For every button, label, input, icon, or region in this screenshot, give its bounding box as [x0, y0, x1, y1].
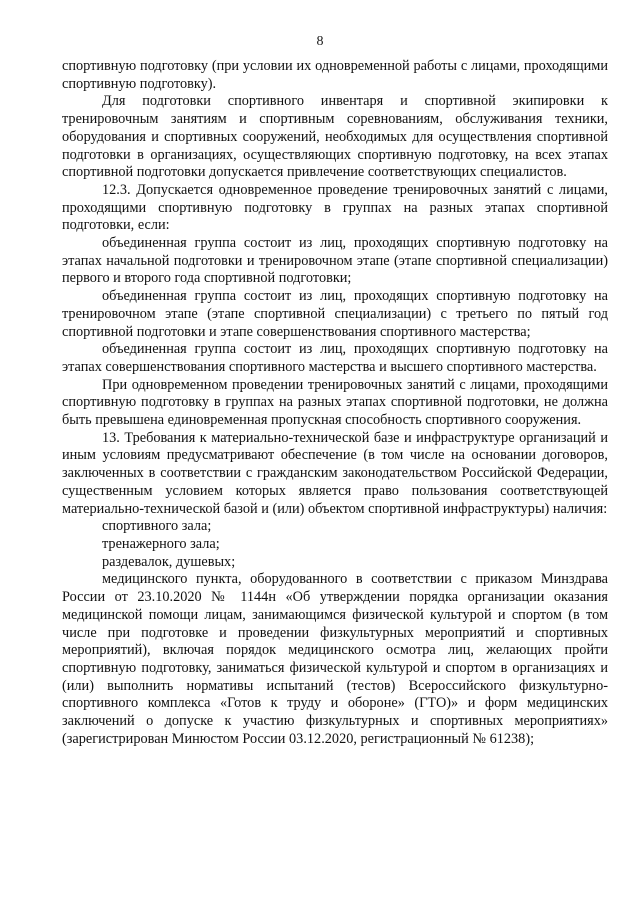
paragraph-continuation: спортивную подготовку (при условии их одновременной работы с лицами, проходящими спортивную подготовку).: [62, 58, 608, 92]
list-item-combined-group-1: объединенная группа состоит из лиц, проходящих спортивную подготовку на этапах начальной подготовки и тренировочном этапе (этапе спортивной специализации) первого и второго года спортивной подготовки;: [62, 235, 608, 287]
list-item-sports-hall: спортивного зала;: [102, 518, 212, 535]
document-body: [62, 58, 608, 748]
list-item-gym: тренажерного зала;: [102, 535, 220, 552]
paragraph-capacity-limit: При одновременном проведении тренировочных занятий с лицами, проходящими спортивную подготовку в группах на разных этапах спортивной подготовки, не должна быть превышена единовременная пропускная способность спортивного сооружения.: [62, 376, 608, 429]
paragraph-13-requirements: 13. Требования к материально-технической базе и инфраструктуре организаций и иным условиям предусматривают обеспечение (в том числе на основании договоров, заключенных в соответствии с гражданским законодательством Российской Федерации, существенным условием которых является право пользования соответствующей материально-технической базой и (или) объектом спортивной инфраструктуры) наличия:: [62, 429, 608, 517]
paragraph-equipment-specialists: Для подготовки спортивного инвентаря и спортивной экипировки к тренировочным занятиям и спортивным соревнованиям, обслуживания техники, оборудования и спортивных сооружений, необходимых для осуществления спортивной подготовки в организациях, осуществляющих спортивную подготовку, на всех этапах спортивной подготовки допускается привлечение соответствующих специалистов.: [62, 93, 608, 181]
list-item-combined-group-3: объединенная группа состоит из лиц, проходящих спортивную подготовку на этапах совершенствования спортивного мастерства и высшего спортивного мастерства.: [62, 341, 608, 375]
list-item-changing-rooms: раздевалок, душевых;: [102, 553, 236, 570]
page-number: 8: [316, 34, 324, 49]
list-item-combined-group-2: объединенная группа состоит из лиц, проходящих спортивную подготовку на тренировочном этапе (этапе спортивной специализации) с третьего по пятый год спортивной подготовки и этапе совершенствования спортивного мастерства;: [62, 288, 608, 340]
paragraph-12-3: 12.3. Допускается одновременное проведение тренировочных занятий с лицами, проходящими спортивную подготовку в группах на разных этапах спортивной подготовки, если:: [62, 181, 608, 234]
list-item-medical-point: медицинского пункта, оборудованного в соответствии с приказом Минздрава России от 23.10.2020 № 1144н «Об утверждении порядка организации оказания медицинской помощи лицам, занимающимся физической культурой и спортом (в том числе при подготовке и проведении физкультурных мероприятий и спортивных мероприятий), включая порядок медицинского осмотра лиц, желающих пройти спортивную подготовку, заниматься физической культурой и спортом в организациях и (или) выполнить нормативы испытаний (тестов) Всероссийского физкультурно-спортивного комплекса «Готов к труду и обороне» (ГТО)» и форм медицинских заключений о допуске к участию физкультурных и спортивных мероприятиях» (зарегистрирован Минюстом России 03.12.2020, регистрационный № 61238);: [62, 571, 608, 747]
